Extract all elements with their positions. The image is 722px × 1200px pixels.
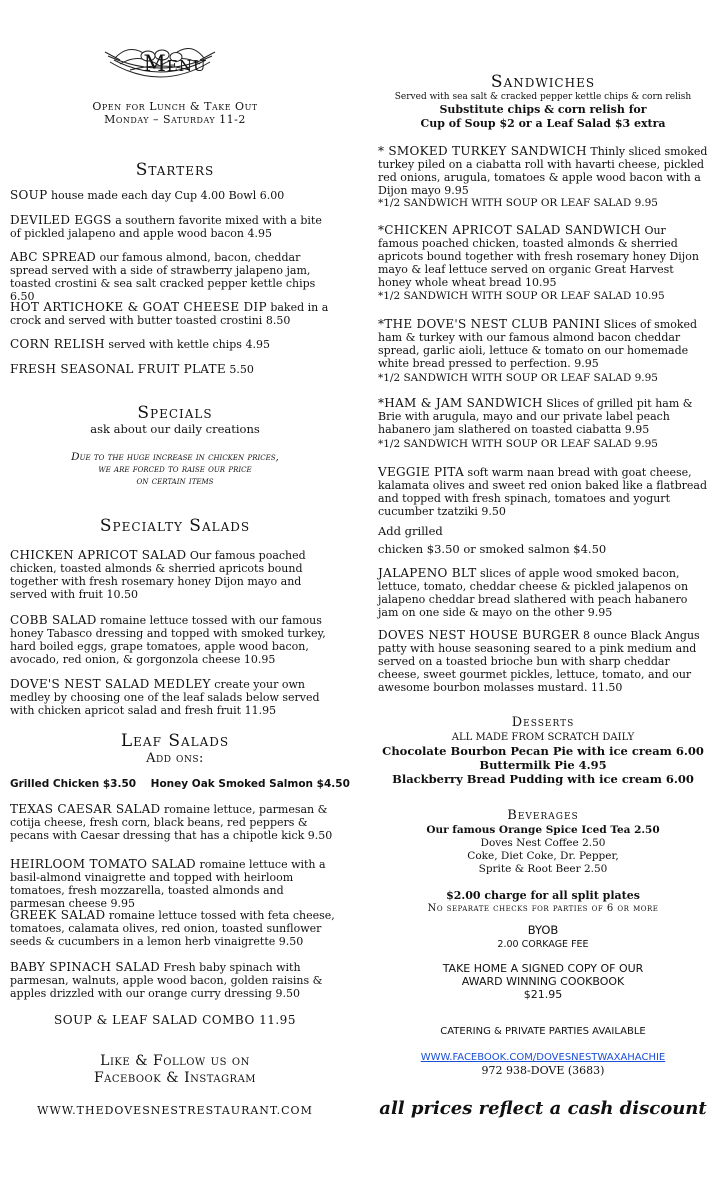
- beverages-heading: Beverages: [507, 808, 579, 823]
- cash-discount-note: all prices reflect a cash discount: [379, 1098, 707, 1119]
- specialty-salads-heading: Specialty Salads: [99, 516, 251, 536]
- sandwich-item: *CHICKEN APRICOT SALAD SANDWICH Our famous poached chicken, toasted almonds & sherried apricots bound together with fresh rosemary honey Dijon mayo & leaf lettuce served on organic Great Harvest honey whole wheat bread 10.95: [378, 223, 699, 289]
- sandwiches-sub2: Substitute chips & corn relish for: [439, 103, 647, 116]
- catering-note: CATERING & PRIVATE PARTIES AVAILABLE: [440, 1026, 646, 1037]
- starter-item: FRESH SEASONAL FRUIT PLATE 5.50: [10, 362, 254, 376]
- starter-item: CORN RELISH served with kettle chips 4.95: [10, 337, 270, 351]
- facebook-link[interactable]: WWW.FACEBOOK.COM/DOVESNESTWAXAHACHIE: [420, 1052, 666, 1063]
- addons-list: Grilled Chicken $3.50 Honey Oak Smoked Salmon $4.50: [10, 778, 350, 790]
- cookbook-promo: TAKE HOME A SIGNED COPY OF OUR AWARD WINNING COOKBOOK $21.95: [442, 962, 644, 1001]
- corkage-fee: 2.00 CORKAGE FEE: [497, 939, 589, 950]
- soup-salad-combo: SOUP & LEAF SALAD COMBO 11.95: [54, 1013, 296, 1027]
- specials-heading: Specials: [137, 403, 213, 423]
- desserts-sub: ALL MADE FROM SCRATCH DAILY: [451, 732, 635, 743]
- starter-item: HOT ARTICHOKE & GOAT CHEESE DIP baked in a crock and served with butter toasted crostini 8.50: [10, 300, 329, 327]
- desserts-list: Chocolate Bourbon Pecan Pie with ice cream 6.00 Buttermilk Pie 4.95 Blackberry Bread Pudding with ice cream 6.00: [382, 744, 704, 786]
- phone-number: 972 938-DOVE (3683): [481, 1064, 605, 1077]
- separate-checks-note: No separate checks for parties of 6 or more: [427, 903, 659, 914]
- half-sandwich-option: *1/2 SANDWICH WITH SOUP OR LEAF SALAD 9.95: [378, 197, 658, 209]
- starter-item: ABC SPREAD our famous almond, bacon, cheddar spread served with a side of strawberry jalapeno jam, toasted crostini & sea salt cracked pepper kettle chips 6.50: [10, 250, 316, 303]
- starters-heading: Starters: [135, 160, 215, 180]
- byob-label: BYOB: [527, 923, 559, 937]
- starter-item: DEVILED EGGS a southern favorite mixed with a bite of pickled jalapeno and apple wood bacon 4.95: [10, 213, 322, 240]
- specialty-salad-item: DOVE'S NEST SALAD MEDLEY create your own medley by choosing one of the leaf salads below served with chicken apricot salad and fresh fruit 11.95: [10, 677, 320, 717]
- sandwich-item: DOVES NEST HOUSE BURGER 8 ounce Black Angus patty with house seasoning seared to a pink medium and served on a toasted brioche bun with sharp cheddar cheese, sweet gourmet pickles, lettuce, tomato, and our awesome bourbon molasses mustard. 11.50: [378, 628, 700, 694]
- split-plate-charge: $2.00 charge for all split plates: [446, 889, 640, 902]
- veggie-add-on: Add grilled chicken $3.50 or smoked salmon $4.50: [378, 524, 607, 556]
- specials-note: Due to the huge increase in chicken prices, we are forced to raise our price on certain items: [71, 451, 279, 487]
- sandwich-item: *HAM & JAM SANDWICH Slices of grilled pit ham & Brie with arugula, mayo and our private label peach habanero jam slathered on toasted ciabatta 9.95: [378, 396, 693, 436]
- website-link[interactable]: WWW.THEDOVESNESTRESTAURANT.COM: [37, 1104, 313, 1117]
- specialty-salad-item: CHICKEN APRICOT SALAD Our famous poached chicken, toasted almonds & sherried apricots bound together with fresh rosemary honey Dijon mayo and served with fruit 10.50: [10, 548, 306, 601]
- sandwich-item: VEGGIE PITA soft warm naan bread with goat cheese, kalamata olives and sweet red onion baked like a flatbread and topped with fresh spinach, tomatoes and yogurt cucumber tzatziki 9.50: [378, 465, 708, 518]
- addons-label: Add ons:: [146, 751, 204, 766]
- social-callout: Like & Follow us on Facebook & Instagram: [93, 1053, 257, 1086]
- sandwich-item: *THE DOVE'S NEST CLUB PANINI Slices of smoked ham & turkey with our famous almond bacon cheddar spread, garlic aioli, lettuce & tomato on our homemade white bread pressed to perfection. 9.95: [378, 317, 698, 370]
- hours-line-2: Monday – Saturday 11-2: [104, 113, 246, 126]
- beverages-list: Doves Nest Coffee 2.50 Coke, Diet Coke, Dr. Pepper, Sprite & Root Beer 2.50: [467, 837, 619, 875]
- hours-line-1: Open for Lunch & Take Out: [92, 100, 258, 113]
- sandwich-item: JALAPENO BLT slices of apple wood smoked bacon, lettuce, tomato, cheddar cheese & pickled jalapenos on jalapeno cheddar bread slathered with peach habanero jam on one side & mayo on the other 9.95: [378, 566, 689, 619]
- specialty-salad-item: COBB SALAD romaine lettuce tossed with our famous honey Tabasco dressing and topped with smoked turkey, hard boiled eggs, grape tomatoes, apple wood bacon, avocado, red onion, & gorgonzola cheese 10.95: [10, 613, 326, 666]
- sandwiches-sub3: Cup of Soup $2 or a Leaf Salad $3 extra: [420, 117, 666, 130]
- leaf-salads-heading: Leaf Salads: [120, 731, 230, 751]
- half-sandwich-option: *1/2 SANDWICH WITH SOUP OR LEAF SALAD 10.95: [378, 290, 665, 302]
- half-sandwich-option: *1/2 SANDWICH WITH SOUP OR LEAF SALAD 9.95: [378, 438, 658, 450]
- starter-item: SOUP house made each day Cup 4.00 Bowl 6.00: [10, 188, 285, 202]
- menu-title: Menu: [143, 52, 207, 77]
- sandwich-item: * SMOKED TURKEY SANDWICH Thinly sliced smoked turkey piled on a ciabatta roll with havarti cheese, pickled red onions, arugula, tomatoes & apple wood bacon with a Dijon mayo 9.95: [378, 144, 708, 197]
- sandwiches-heading: Sandwiches: [490, 72, 596, 92]
- leaf-salad-item: BABY SPINACH SALAD Fresh baby spinach with parmesan, walnuts, apple wood bacon, golden raisins & apples drizzled with our orange curry dressing 9.50: [10, 960, 323, 1000]
- beverage-feature: Our famous Orange Spice Iced Tea 2.50: [426, 824, 660, 836]
- half-sandwich-option: *1/2 SANDWICH WITH SOUP OR LEAF SALAD 9.95: [378, 372, 658, 384]
- leaf-salad-item: HEIRLOOM TOMATO SALAD romaine lettuce with a basil-almond vinaigrette and topped with heirloom tomatoes, fresh mozzarella, toasted almonds and parmesan cheese 9.95: [10, 857, 326, 910]
- specials-sub: ask about our daily creations: [90, 422, 260, 436]
- desserts-heading: Desserts: [511, 715, 575, 730]
- leaf-salad-item: TEXAS CAESAR SALAD romaine lettuce, parmesan & cotija cheese, fresh corn, black beans, red peppers & pecans with Caesar dressing that has a chipotle kick 9.50: [10, 802, 333, 842]
- sandwiches-sub: Served with sea salt & cracked pepper kettle chips & corn relish: [394, 92, 692, 102]
- leaf-salad-item: GREEK SALAD romaine lettuce tossed with feta cheese, tomatoes, calamata olives, red onion, toasted sunflower seeds & cucumbers in a lemon herb vinaigrette 9.50: [10, 908, 335, 948]
